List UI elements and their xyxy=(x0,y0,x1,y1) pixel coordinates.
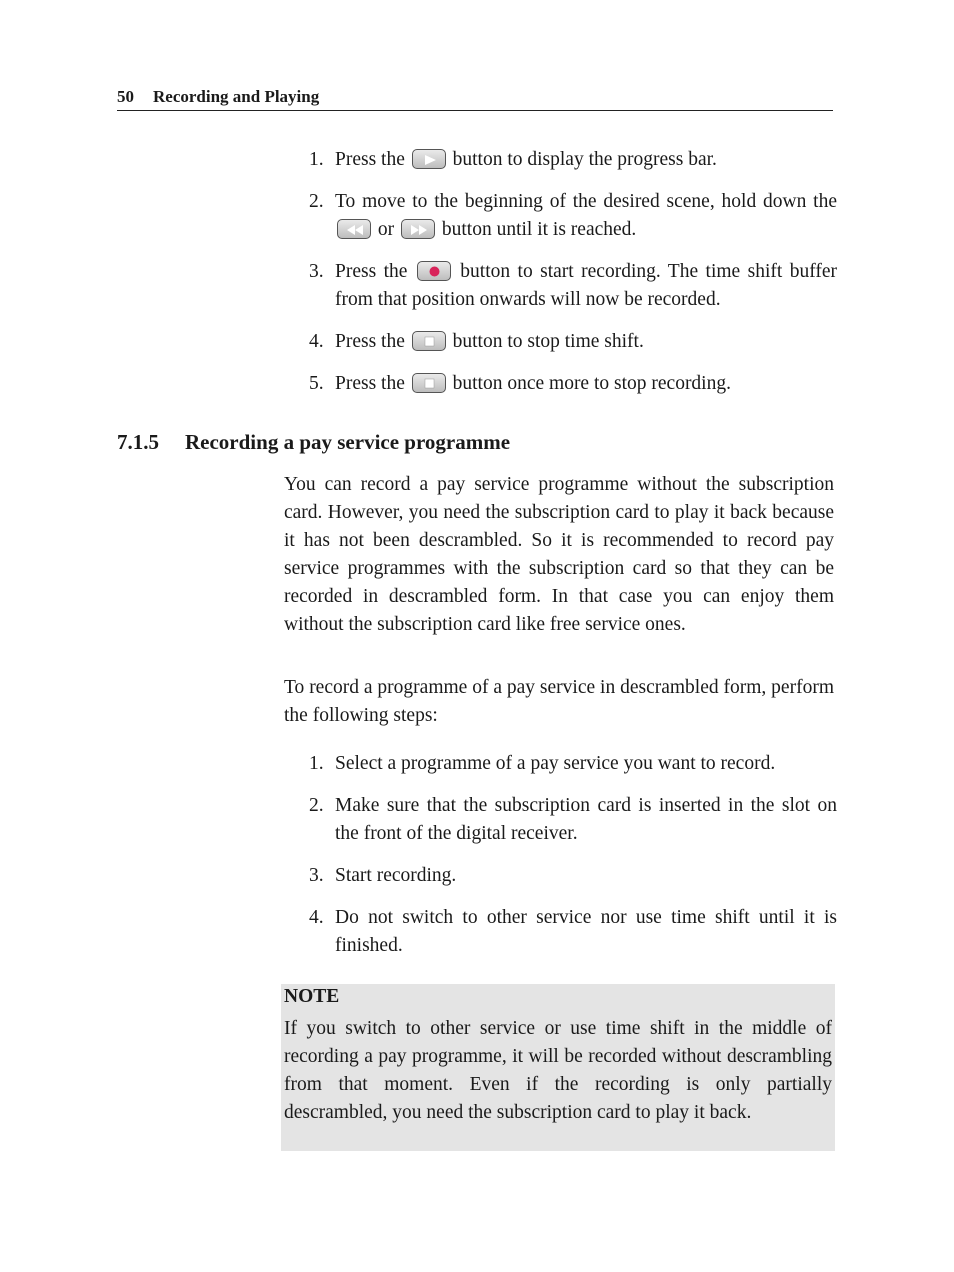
note-box xyxy=(281,984,835,1151)
section-number: 7.1.5 xyxy=(117,430,159,454)
stop-icon xyxy=(412,373,446,393)
play-icon xyxy=(412,149,446,169)
stop-icon xyxy=(412,331,446,351)
list-item: 2. To move to the beginning of the desired scene, hold down the or button until it is reached. xyxy=(309,191,837,240)
note-title: NOTE xyxy=(284,986,340,1007)
list-item: 2. Make sure that the subscription card is inserted in the slot on the front of the digital receiver. xyxy=(309,795,837,844)
list-item: 4. Do not switch to other service nor use time shift until it is finished. xyxy=(309,907,837,956)
list-item: 1. Press the button to display the progress bar. xyxy=(309,149,717,170)
list-item: 4. Press the button to stop time shift. xyxy=(309,331,644,352)
fast-forward-icon xyxy=(401,219,435,239)
running-header xyxy=(117,86,833,111)
body-paragraph: You can record a pay service programme without the subscription card. However, you need the subscription card to play it back because it has not been descrambled. So it is recommended to record pay service programmes with the subscription card so that they can be recorded in descrambled form. In that case you can enjoy them without the subscription card like free service ones. xyxy=(284,474,834,635)
list-item: 3. Press the button to start recording. The time shift buffer from that position onwards will now be recorded. xyxy=(309,261,838,310)
recording-steps-list xyxy=(309,750,837,974)
section-heading xyxy=(117,428,510,456)
list-item: 3. Start recording. xyxy=(309,865,457,886)
body-paragraph: To record a programme of a pay service in descrambled form, perform the following steps: xyxy=(284,677,834,726)
rewind-icon xyxy=(337,219,371,239)
page-number: 50 xyxy=(117,87,134,106)
list-item: 5. Press the button once more to stop recording. xyxy=(309,373,731,394)
button-steps-list xyxy=(309,146,837,412)
section-title: Recording a pay service programme xyxy=(185,430,511,454)
record-icon xyxy=(417,261,451,281)
chapter-title: Recording and Playing xyxy=(153,87,320,106)
note-body: If you switch to other service or use time shift in the middle of recording a pay programme, it will be recorded without descrambling from that moment. Even if the recording is only partially descrambled, you need the subscription card to play it back. xyxy=(284,1018,832,1123)
list-item: 1. Select a programme of a pay service you want to record. xyxy=(309,753,776,774)
